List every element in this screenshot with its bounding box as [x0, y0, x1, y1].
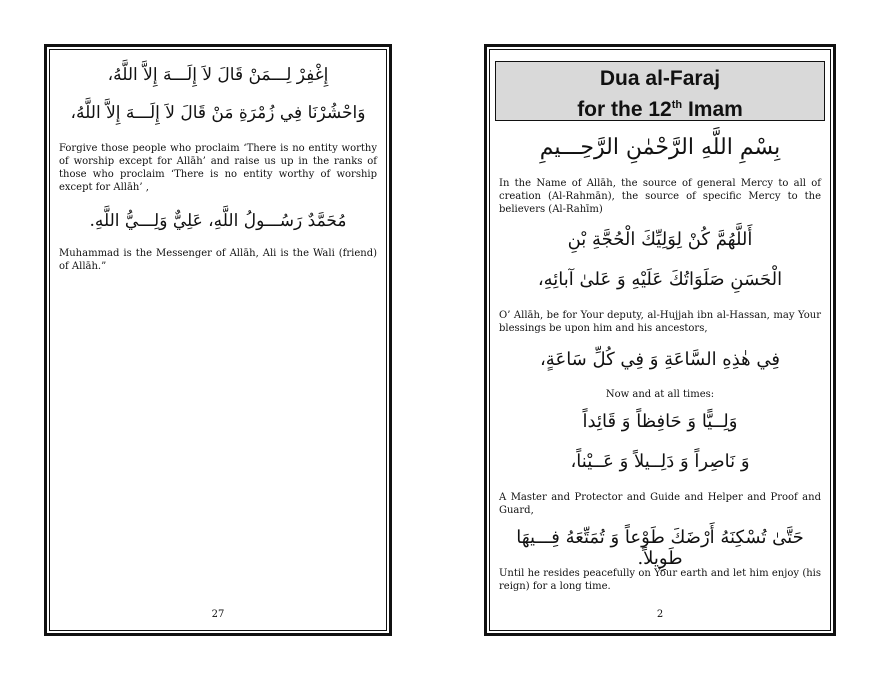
- title-line-2: for the 12th Imam: [577, 98, 743, 121]
- arabic-line: إِغْفِرْ لِـــمَنْ قَالَ لاَ إِلَـــهَ إِلاَّ اللَّهُ،: [107, 65, 329, 85]
- left-page: [44, 44, 392, 636]
- title-line-1: Dua al-Faraj: [599, 67, 721, 90]
- english-translation: Muhammad is the Messenger of Allāh, Ali is the Wali (friend) of Allāh.”: [59, 248, 377, 272]
- english-translation: Until he resides peacefully on Your earth and let him enjoy (his reign) for a long time.: [499, 568, 821, 592]
- english-translation: Now and at all times:: [605, 389, 715, 400]
- arabic-line: فِي هٰذِهِ السَّاعَةِ وَ فِي كُلِّ سَاعَةٍ،: [540, 349, 780, 370]
- english-translation: In the Name of Allāh, the source of general Mercy to all of creation (Al-Rahmān), the source of specific Mercy to the believers (Al-Rahīm): [499, 178, 821, 215]
- arabic-line: أَللَّهُمَّ كُنْ لِوَلِيِّكَ الْحُجَّةِ بْنِ: [567, 229, 753, 250]
- page-number: 2: [656, 609, 664, 620]
- page-number: 27: [211, 609, 225, 620]
- english-translation: O’ Allāh, be for Your deputy, al-Hujjah ibn al-Hassan, may Your blessings be upon him and his ancestors,: [499, 310, 821, 334]
- arabic-line: وَاحْشُرْنَا فِي زُمْرَةِ مَنْ قَالَ لاَ إِلَـــهَ إِلاَّ اللَّهُ،: [70, 103, 366, 123]
- arabic-line: حَتَّىٰ تُسْكِنَهُ أَرْضَكَ طَوْعاً وَ تُمَتِّعَهُ فِـــيهَا طَوِيلاً.: [516, 527, 804, 569]
- right-page: [484, 44, 836, 636]
- title-banner: [495, 61, 825, 121]
- arabic-line: الْحَسَنِ صَلَوَاتُكَ عَلَيْهِ وَ عَلىٰ آبائِهِ،: [537, 269, 783, 290]
- arabic-line: وَ نَاصِراً وَ دَلِــيلاً وَ عَــيْناً،: [570, 451, 750, 472]
- arabic-line: وَلِــيًّا وَ حَافِظاً وَ قَائِداً: [582, 411, 738, 432]
- english-translation: A Master and Protector and Guide and Helper and Proof and Guard,: [499, 492, 821, 516]
- english-translation: Forgive those people who proclaim ‘There is no entity worthy of worship except for Allāh’ and raise us up in the ranks of those who proclaim ‘There is no entity worthy of worship except for Allāh’ ,: [59, 143, 377, 193]
- left-page-inner-border: [49, 49, 387, 631]
- arabic-line: مُحَمَّدٌ رَسُـــولُ اللَّهِ، عَلِيٌّ وَلِـــيُّ اللَّهِ.: [89, 211, 347, 231]
- bismillah: بِسْمِ اللَّهِ الرَّحْمٰنِ الرَّحِـــيمِ: [539, 135, 781, 160]
